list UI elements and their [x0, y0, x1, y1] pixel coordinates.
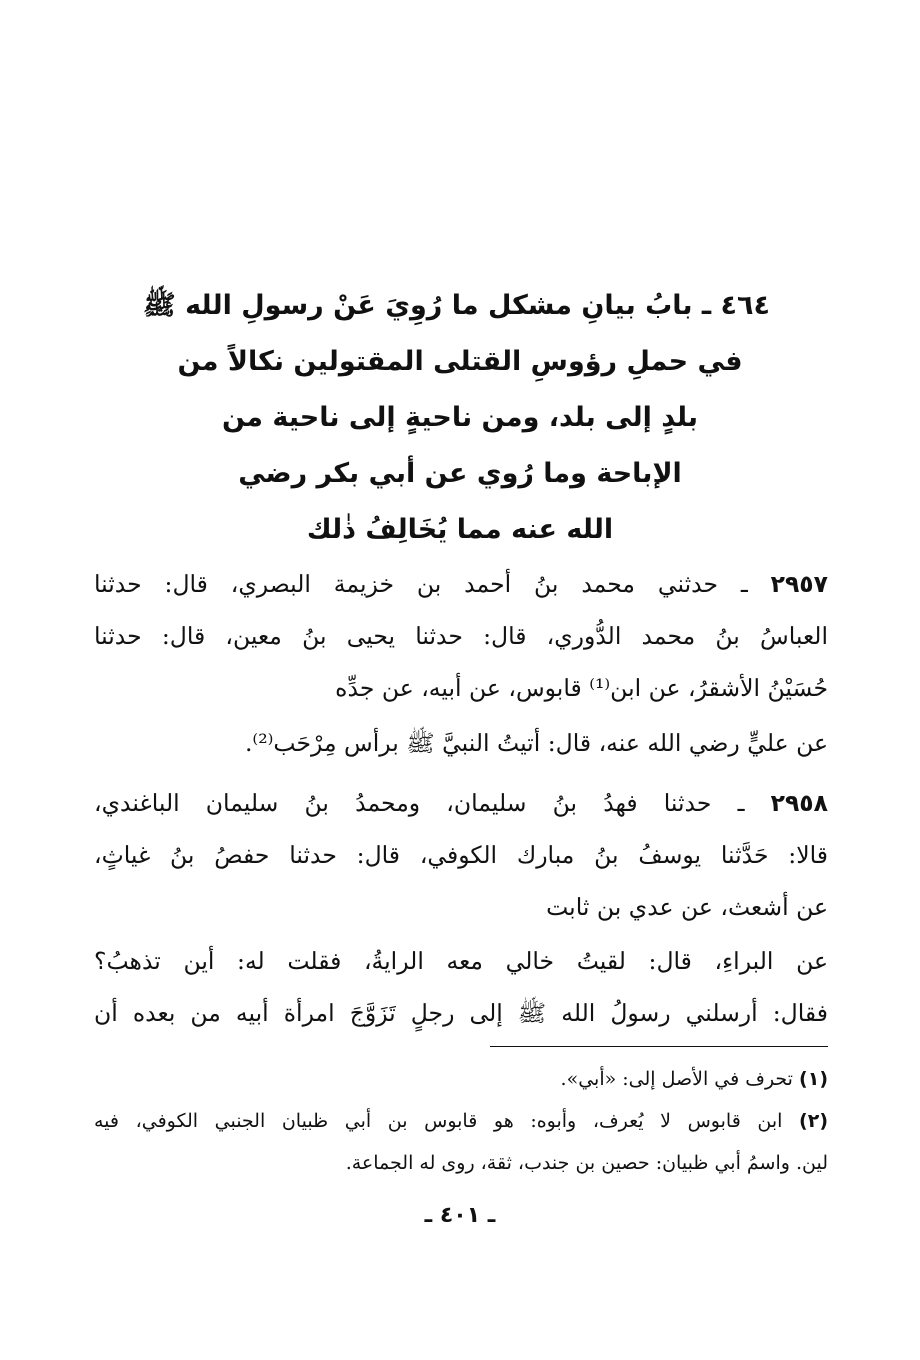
footnote-number: (٢) — [799, 1110, 828, 1132]
footnote-text: ابن قابوس لا يُعرف، وأبوه: هو قابوس بن أبي ظبيان الجنبي الكوفي، فيه — [94, 1110, 800, 1132]
chapter-heading — [143, 278, 770, 558]
chapter-heading-line: بلدٍ إلى بلد، ومن ناحيةٍ إلى ناحية من — [221, 402, 699, 433]
hadith-isnad — [94, 558, 828, 714]
text-line: عن أشعث، عن عدي بن ثابت — [546, 893, 828, 921]
page-number: ـ ٤٠١ ـ — [424, 1203, 496, 1228]
footnotes — [94, 1058, 828, 1184]
chapter-heading-line: ٤٦٤ ـ بابُ بيانِ مشكل ما رُوِيَ عَنْ رسولِ الله ﷺ — [143, 290, 770, 321]
hadith-number: ٢٩٥٧ — [770, 570, 828, 598]
chapter-heading-line: الإباحة وما رُوي عن أبي بكر رضي — [238, 458, 682, 489]
hadith-matn — [94, 935, 828, 1039]
text-line: حُسَيْنُ الأشقرُ، عن ابن⁽¹⁾ قابوس، عن أبيه، عن جدِّه — [335, 674, 828, 702]
text-line: فقال: أرسلني رسولُ الله ﷺ إلى رجلٍ تَزَوَّجَ امرأة أبيه من بعده أن — [94, 999, 828, 1027]
footnote-continuation: لين. واسمُ أبي ظبيان: حصين بن جندب، ثقة، روى له الجماعة. — [345, 1152, 828, 1174]
chapter-heading-line: الله عنه مما يُخَالِفُ ذٰلك — [306, 514, 614, 545]
footnote-number: (١) — [799, 1068, 828, 1090]
text-line-content: ـ حدثنا فهدُ بنُ سليمان، ومحمدُ بنُ سليمان الباغندي، — [94, 789, 771, 817]
hadith-matn — [94, 717, 828, 769]
text-line — [94, 558, 828, 610]
hadith-number: ٢٩٥٨ — [770, 789, 828, 817]
footnote — [94, 1058, 828, 1100]
footnote-text: تحرف في الأصل إلى: «أبي». — [560, 1068, 800, 1090]
text-line: عن عليٍّ رضي الله عنه، قال: أتيتُ النبيَّ ﷺ برأس مِرْحَب⁽²⁾. — [244, 729, 828, 757]
text-line — [94, 777, 828, 829]
text-line-content: ـ حدثني محمد بنُ أحمد بن خزيمة البصري، قال: حدثنا — [94, 570, 771, 598]
chapter-heading-line: في حملِ رؤوسِ القتلى المقتولين نكالاً من — [177, 346, 743, 377]
footnote-separator — [490, 1046, 828, 1047]
text-line: عن البراءِ، قال: لقيتُ خالي معه الرايةُ، فقلت له: أين تذهبُ؟ — [94, 947, 828, 975]
footnote — [94, 1100, 828, 1142]
hadith-isnad — [94, 777, 828, 933]
text-line: العباسُ بنُ محمد الدُّوري، قال: حدثنا يحيى بنُ معين، قال: حدثنا — [94, 622, 828, 650]
text-line: قالا: حَدَّثنا يوسفُ بنُ مبارك الكوفي، قال: حدثنا حفصُ بنُ غياثٍ، — [94, 841, 828, 869]
